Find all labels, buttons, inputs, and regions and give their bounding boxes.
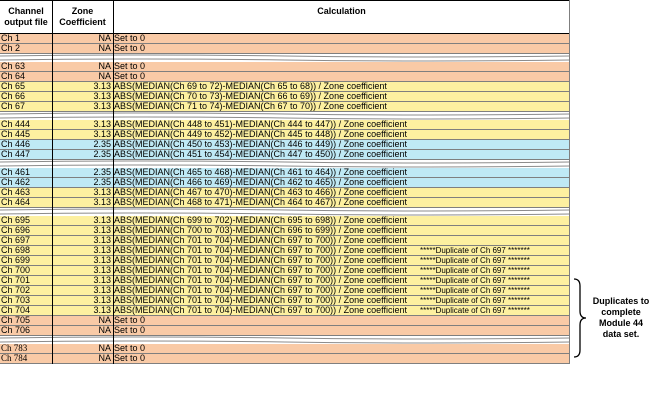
- calculation-cell: Set to 0: [114, 344, 146, 353]
- channel-cell: Ch 699: [1, 256, 31, 265]
- table-right-border: [569, 0, 570, 364]
- channel-cell: Ch 444: [1, 120, 31, 129]
- break-separator: [0, 54, 570, 62]
- table-row: [0, 354, 570, 364]
- calculation-cell: ABS(MEDIAN(Ch 466 to 469)-MEDIAN(Ch 462 to 465)) / Zone coefficient: [114, 178, 407, 187]
- zone-coefficient-cell: 3.13: [93, 236, 111, 245]
- table-row: [0, 286, 570, 296]
- channel-cell: Ch 462: [1, 178, 31, 187]
- table-row: [0, 266, 570, 276]
- calculation-cell: ABS(MEDIAN(Ch 700 to 703)-MEDIAN(Ch 696 to 699)) / Zone coefficient: [114, 226, 407, 235]
- duplicate-note-cell: *****Duplicate of Ch 697 *******: [420, 286, 530, 295]
- channel-cell: Ch 696: [1, 226, 31, 235]
- zone-coefficient-cell: NA: [98, 316, 111, 325]
- table-row: [0, 344, 570, 354]
- channel-cell: Ch 66: [1, 92, 26, 101]
- zone-coefficient-cell: NA: [98, 344, 111, 353]
- channel-cell: Ch 705: [1, 316, 31, 325]
- zone-coefficient-cell: 3.13: [93, 286, 111, 295]
- zone-coefficient-cell: NA: [98, 354, 111, 363]
- table-row: [0, 226, 570, 236]
- table-row: [0, 246, 570, 256]
- zone-coefficient-cell: 3.13: [93, 92, 111, 101]
- table-row: [0, 120, 570, 130]
- table-row: [0, 256, 570, 266]
- table-row: [0, 276, 570, 286]
- zone-coefficient-cell: NA: [98, 326, 111, 335]
- zone-coefficient-cell: NA: [98, 44, 111, 53]
- header-zone: Zone Coefficient: [59, 6, 106, 27]
- channel-cell: Ch 2: [1, 44, 21, 53]
- zone-coefficient-cell: NA: [98, 62, 111, 71]
- channel-cell: Ch 464: [1, 198, 31, 207]
- calculation-cell: ABS(MEDIAN(Ch 701 to 704)-MEDIAN(Ch 697 to 700)) / Zone coefficient: [114, 266, 407, 275]
- calculation-cell: Set to 0: [114, 354, 146, 363]
- break-separator: [0, 208, 570, 216]
- zone-coefficient-cell: 3.13: [93, 266, 111, 275]
- header-channel: Channel output file: [4, 6, 48, 27]
- zone-coefficient-cell: NA: [98, 72, 111, 81]
- zone-coefficient-cell: 3.13: [93, 296, 111, 305]
- table-row: [0, 236, 570, 246]
- column-divider: [113, 0, 114, 364]
- break-separator: [0, 336, 570, 344]
- zone-coefficient-cell: 3.13: [93, 306, 111, 315]
- table-row: [0, 62, 570, 72]
- channel-cell: Ch 703: [1, 296, 31, 305]
- table-row: [0, 140, 570, 150]
- calculation-cell: ABS(MEDIAN(Ch 701 to 704)-MEDIAN(Ch 697 to 700)) / Zone coefficient: [114, 246, 407, 255]
- calculation-cell: ABS(MEDIAN(Ch 465 to 468)-MEDIAN(Ch 461 to 464)) / Zone coefficient: [114, 168, 407, 177]
- table-row: [0, 178, 570, 188]
- zone-coefficient-cell: 3.13: [93, 188, 111, 197]
- channel-cell: Ch 447: [1, 150, 31, 159]
- channel-cell: Ch 64: [1, 72, 26, 81]
- calculation-cell: Set to 0: [114, 62, 146, 71]
- channel-cell: Ch 702: [1, 286, 31, 295]
- duplicate-note-cell: *****Duplicate of Ch 697 *******: [420, 276, 530, 285]
- channel-cell: Ch 697: [1, 236, 31, 245]
- table-row: [0, 92, 570, 102]
- channel-cell: Ch 1: [1, 34, 21, 43]
- zone-coefficient-cell: 3.13: [93, 130, 111, 139]
- calculation-cell: ABS(MEDIAN(Ch 70 to 73)-MEDIAN(Ch 66 to 69)) / Zone coefficient: [114, 92, 387, 101]
- zone-coefficient-cell: 2.35: [93, 140, 111, 149]
- column-divider: [52, 0, 53, 364]
- table-row: [0, 130, 570, 140]
- calculation-cell: ABS(MEDIAN(Ch 701 to 704)-MEDIAN(Ch 697 to 700)) / Zone coefficient: [114, 306, 407, 315]
- zone-coefficient-cell: 3.13: [93, 102, 111, 111]
- calculation-cell: Set to 0: [114, 34, 146, 43]
- table-row: [0, 34, 570, 44]
- table-row: [0, 316, 570, 326]
- channel-cell: Ch 445: [1, 130, 31, 139]
- channel-cell: Ch 700: [1, 266, 31, 275]
- zone-coefficient-cell: 3.13: [93, 216, 111, 225]
- channel-cell: Ch 698: [1, 246, 31, 255]
- calculation-cell: ABS(MEDIAN(Ch 701 to 704)-MEDIAN(Ch 697 to 700)) / Zone coefficient: [114, 296, 407, 305]
- channel-cell: Ch 783: [1, 344, 28, 353]
- calculation-cell: ABS(MEDIAN(Ch 71 to 74)-MEDIAN(Ch 67 to 70)) / Zone coefficient: [114, 102, 387, 111]
- break-separator: [0, 160, 570, 168]
- calculation-cell: ABS(MEDIAN(Ch 467 to 470)-MEDIAN(Ch 463 to 466)) / Zone coefficient: [114, 188, 407, 197]
- channel-cell: Ch 65: [1, 82, 26, 91]
- calculation-cell: ABS(MEDIAN(Ch 701 to 704)-MEDIAN(Ch 697 to 700)) / Zone coefficient: [114, 236, 407, 245]
- zone-coefficient-cell: 3.13: [93, 276, 111, 285]
- calculation-cell: ABS(MEDIAN(Ch 701 to 704)-MEDIAN(Ch 697 to 700)) / Zone coefficient: [114, 256, 407, 265]
- header-calculation: Calculation: [317, 6, 366, 16]
- duplicates-note: Duplicates to complete Module 44 data set.: [592, 296, 650, 339]
- duplicate-note-cell: *****Duplicate of Ch 697 *******: [420, 246, 530, 255]
- right-brace-icon: [572, 278, 588, 358]
- calculation-cell: Set to 0: [114, 326, 146, 335]
- duplicate-note-cell: *****Duplicate of Ch 697 *******: [420, 296, 530, 305]
- table-row: [0, 188, 570, 198]
- calculation-cell: ABS(MEDIAN(Ch 468 to 471)-MEDIAN(Ch 464 to 467)) / Zone coefficient: [114, 198, 407, 207]
- table-row: [0, 102, 570, 112]
- calculation-cell: Set to 0: [114, 316, 146, 325]
- channel-cell: Ch 63: [1, 62, 26, 71]
- table-row: [0, 168, 570, 178]
- zone-coefficient-cell: 3.13: [93, 82, 111, 91]
- table-header: [0, 0, 570, 34]
- channel-cell: Ch 695: [1, 216, 31, 225]
- zone-coefficient-cell: 2.35: [93, 150, 111, 159]
- channel-cell: Ch 446: [1, 140, 31, 149]
- channel-cell: Ch 463: [1, 188, 31, 197]
- table-row: [0, 150, 570, 160]
- channel-cell: Ch 461: [1, 168, 31, 177]
- table-row: [0, 198, 570, 208]
- zone-coefficient-cell: 3.13: [93, 120, 111, 129]
- zone-coefficient-cell: 2.35: [93, 178, 111, 187]
- calculation-cell: ABS(MEDIAN(Ch 450 to 453)-MEDIAN(Ch 446 to 449)) / Zone coefficient: [114, 140, 407, 149]
- calculation-cell: ABS(MEDIAN(Ch 701 to 704)-MEDIAN(Ch 697 to 700)) / Zone coefficient: [114, 276, 407, 285]
- calculation-cell: ABS(MEDIAN(Ch 701 to 704)-MEDIAN(Ch 697 to 700)) / Zone coefficient: [114, 286, 407, 295]
- duplicate-note-cell: *****Duplicate of Ch 697 *******: [420, 266, 530, 275]
- zone-coefficient-cell: 2.35: [93, 168, 111, 177]
- table-row: [0, 82, 570, 92]
- calculation-cell: Set to 0: [114, 72, 146, 81]
- zone-coefficient-cell: 3.13: [93, 226, 111, 235]
- zone-coefficient-cell: 3.13: [93, 256, 111, 265]
- calculation-cell: ABS(MEDIAN(Ch 449 to 452)-MEDIAN(Ch 445 to 448)) / Zone coefficient: [114, 130, 407, 139]
- calculation-cell: ABS(MEDIAN(Ch 69 to 72)-MEDIAN(Ch 65 to 68)) / Zone coefficient: [114, 82, 387, 91]
- table-row: [0, 216, 570, 226]
- calculation-cell: ABS(MEDIAN(Ch 448 to 451)-MEDIAN(Ch 444 to 447)) / Zone coefficient: [114, 120, 407, 129]
- table-row: [0, 44, 570, 54]
- channel-cell: Ch 704: [1, 306, 31, 315]
- zone-coefficient-cell: NA: [98, 34, 111, 43]
- table-row: [0, 296, 570, 306]
- duplicate-note-cell: *****Duplicate of Ch 697 *******: [420, 256, 530, 265]
- zone-coefficient-cell: 3.13: [93, 246, 111, 255]
- duplicate-note-cell: *****Duplicate of Ch 697 *******: [420, 306, 530, 315]
- calculation-cell: ABS(MEDIAN(Ch 451 to 454)-MEDIAN(Ch 447 to 450)) / Zone coefficient: [114, 150, 407, 159]
- calculation-cell: ABS(MEDIAN(Ch 699 to 702)-MEDIAN(Ch 695 to 698)) / Zone coefficient: [114, 216, 407, 225]
- channel-cell: Ch 784: [1, 354, 28, 363]
- channel-cell: Ch 706: [1, 326, 31, 335]
- table-row: [0, 326, 570, 336]
- calculation-cell: Set to 0: [114, 44, 146, 53]
- table-row: [0, 72, 570, 82]
- break-separator: [0, 112, 570, 120]
- table-row: [0, 306, 570, 316]
- zone-coefficient-cell: 3.13: [93, 198, 111, 207]
- channel-cell: Ch 67: [1, 102, 26, 111]
- channel-cell: Ch 701: [1, 276, 31, 285]
